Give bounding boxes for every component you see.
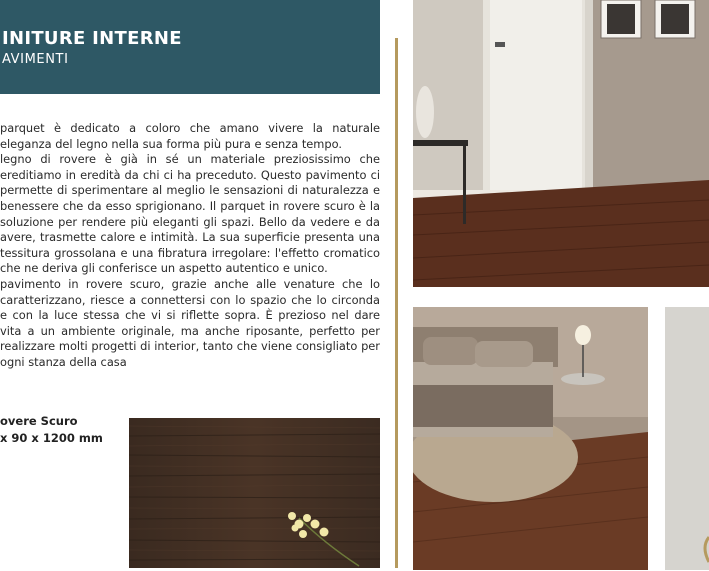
section-title: INITURE INTERNE — [2, 28, 182, 49]
paragraph-pavimento: pavimento in rovere scuro, grazie anche alle venature che lo caratterizzano, riesce a connettersi con lo spazio che lo circonda e con la luce stessa che vi si riflette sopra. È prezioso nel dare vita a un ambiente originale, ma anche riposante, perfetto per realizzare molti progetti di interior, tanto che viene consigliato per ogni stanza della casa — [0, 276, 380, 369]
photo-hallway — [413, 0, 709, 287]
description-text — [0, 121, 380, 371]
paragraph-intro: parquet è dedicato a coloro che amano vivere la naturale eleganza del legno nella sua forma più pura e senza tempo. — [0, 121, 380, 151]
wood-sample-image — [129, 418, 380, 568]
product-size: x 90 x 1200 mm — [0, 431, 103, 445]
product-name: overe Scuro — [0, 414, 78, 428]
section-subtitle: AVIMENTI — [2, 52, 69, 67]
photo-bedroom — [413, 307, 648, 570]
photo-partial — [665, 307, 709, 570]
paragraph-rovere: legno di rovere è già in sé un materiale preziosissimo che ereditiamo in eredità da chi ci ha preceduto. Questo pavimento ci permette di sperimentare al meglio le sensazioni di naturalezza e benessere che da esso sprigionano. Il parquet in rovere scuro è la soluzione per rendere più eleganti gli spazi. Bello da vedere e da avere, trasmette calore e intimità. La sua superficie presenta una tessitura grossolana e una fibratura irregolare: l'effetto cromatico che ne deriva gli conferisce un aspetto autentico e unico. — [0, 152, 380, 276]
accent-divider — [395, 38, 398, 568]
section-header — [0, 0, 380, 94]
